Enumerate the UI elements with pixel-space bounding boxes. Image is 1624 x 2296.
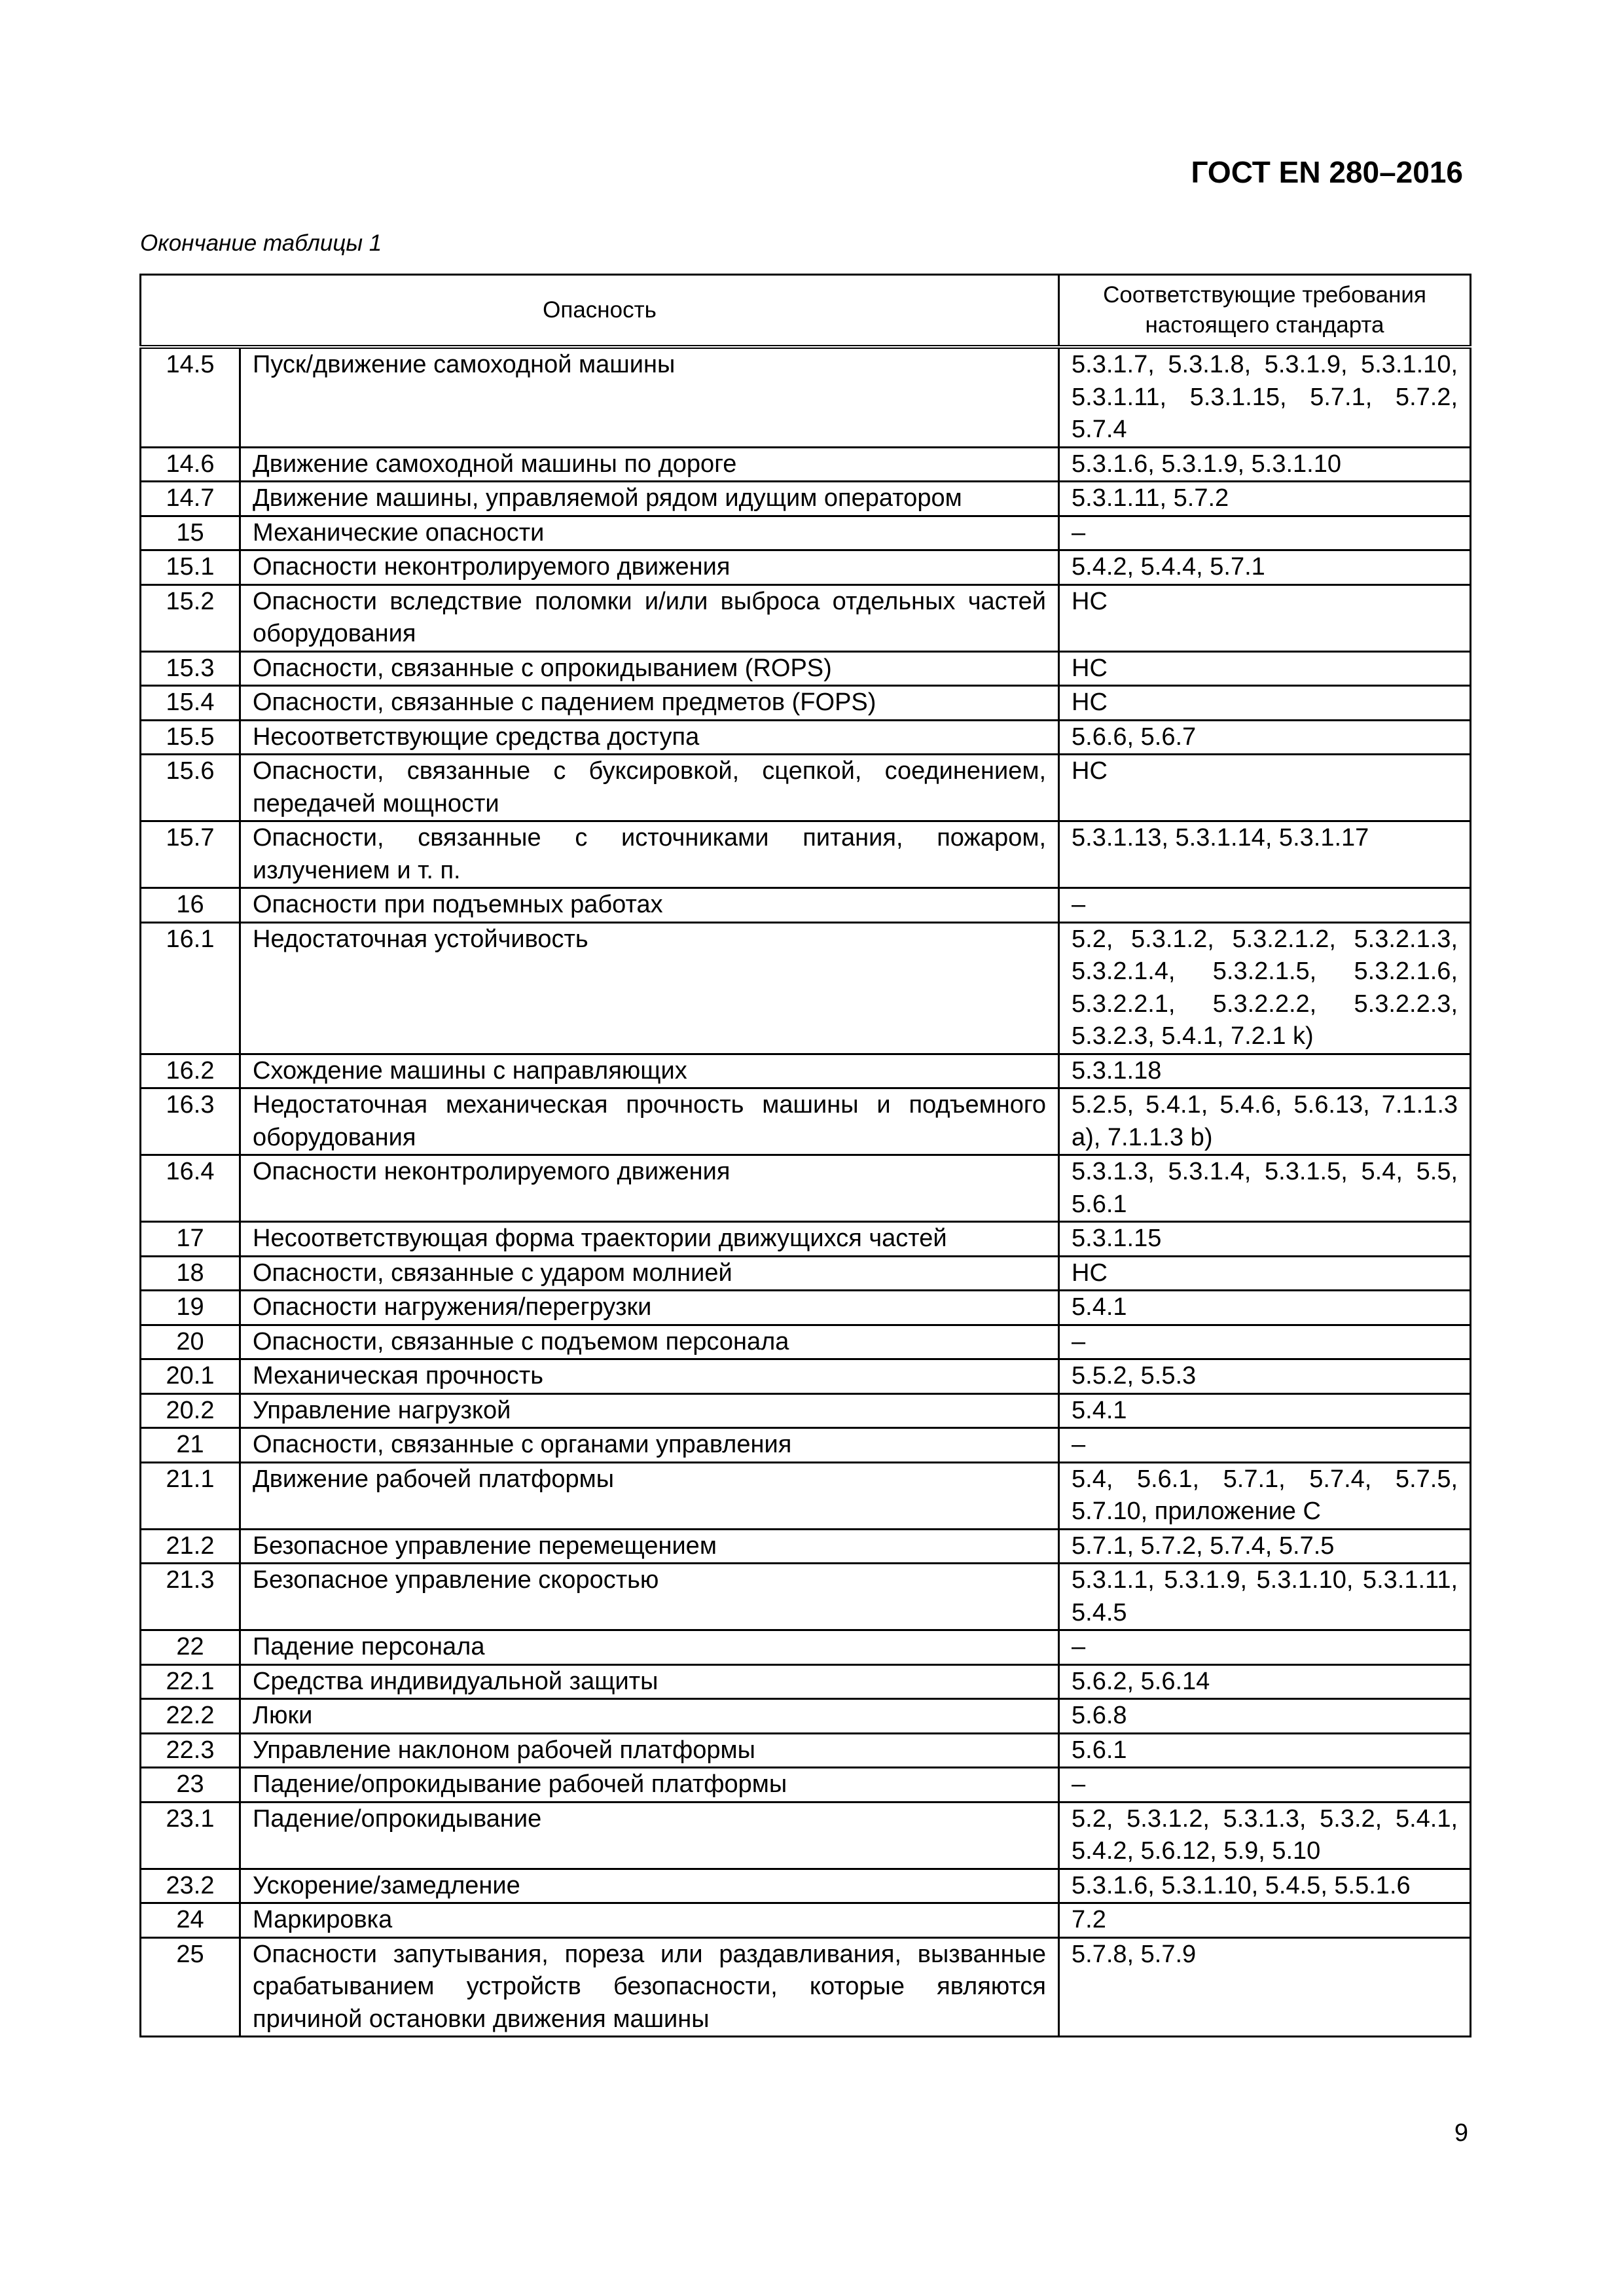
- row-requirements: 5.3.1.3, 5.3.1.4, 5.3.1.5, 5.4, 5.5, 5.6.1: [1059, 1155, 1471, 1222]
- row-hazard: Недостаточная механическая прочность машины и подъемного оборудования: [240, 1088, 1059, 1155]
- table-row: [141, 755, 1471, 821]
- row-requirements: 5.7.1, 5.7.2, 5.7.4, 5.7.5: [1059, 1529, 1471, 1564]
- table-row: [141, 1903, 1471, 1938]
- row-hazard: Опасности, связанные с буксировкой, сцепкой, соединением, передачей мощности: [240, 755, 1059, 821]
- row-requirements: 5.3.1.15: [1059, 1222, 1471, 1257]
- row-hazard: Опасности при подъемных работах: [240, 888, 1059, 923]
- row-hazard: Пуск/движение самоходной машины: [240, 347, 1059, 447]
- table-row: [141, 1529, 1471, 1564]
- row-requirements: –: [1059, 1428, 1471, 1463]
- row-number: 17: [141, 1222, 240, 1257]
- row-number: 20.2: [141, 1393, 240, 1428]
- row-hazard: Несоответствующие средства доступа: [240, 720, 1059, 755]
- row-requirements: 5.4, 5.6.1, 5.7.1, 5.7.4, 5.7.5, 5.7.10, приложение С: [1059, 1462, 1471, 1529]
- row-number: 21.1: [141, 1462, 240, 1529]
- row-hazard: Управление наклоном рабочей платформы: [240, 1733, 1059, 1768]
- row-number: 14.7: [141, 482, 240, 516]
- row-requirements: –: [1059, 888, 1471, 923]
- row-hazard: Опасности неконтролируемого движения: [240, 550, 1059, 585]
- row-requirements: 5.2, 5.3.1.2, 5.3.2.1.2, 5.3.2.1.3, 5.3.2.1.4, 5.3.2.1.5, 5.3.2.1.6, 5.3.2.2.1, 5.3.2.2.2, 5.3.2.2.3, 5.3.2.3, 5.4.1, 7.2.1 k): [1059, 922, 1471, 1054]
- row-requirements: 5.4.2, 5.4.4, 5.7.1: [1059, 550, 1471, 585]
- row-requirements: 5.3.1.13, 5.3.1.14, 5.3.1.17: [1059, 821, 1471, 888]
- row-number: 22.2: [141, 1699, 240, 1734]
- table-row: [141, 447, 1471, 482]
- row-hazard: Безопасное управление скоростью: [240, 1564, 1059, 1630]
- table-row: [141, 1256, 1471, 1291]
- table-row: [141, 347, 1471, 447]
- row-number: 23.2: [141, 1869, 240, 1903]
- row-number: 14.6: [141, 447, 240, 482]
- table-row: [141, 1768, 1471, 1803]
- row-hazard: Опасности, связанные с подъемом персонала: [240, 1325, 1059, 1359]
- row-number: 15.7: [141, 821, 240, 888]
- row-number: 15.5: [141, 720, 240, 755]
- row-number: 21: [141, 1428, 240, 1463]
- standard-code: ГОСТ EN 280–2016: [1191, 155, 1463, 189]
- table-row: [141, 1869, 1471, 1903]
- row-hazard: Опасности, связанные с органами управления: [240, 1428, 1059, 1463]
- row-number: 16.1: [141, 922, 240, 1054]
- row-hazard: Опасности неконтролируемого движения: [240, 1155, 1059, 1222]
- row-hazard: Средства индивидуальной защиты: [240, 1664, 1059, 1699]
- table-row: [141, 1733, 1471, 1768]
- row-hazard: Движение самоходной машины по дороге: [240, 447, 1059, 482]
- row-requirements: НС: [1059, 686, 1471, 721]
- row-hazard: Опасности запутывания, пореза или раздавливания, вызванные срабатыванием устройств безопасности, которые являются причиной остановки движения машины: [240, 1937, 1059, 2037]
- row-number: 21.3: [141, 1564, 240, 1630]
- table-row: [141, 1428, 1471, 1463]
- table-row: [141, 1325, 1471, 1359]
- table-row: [141, 1462, 1471, 1529]
- row-number: 22.1: [141, 1664, 240, 1699]
- row-hazard: Люки: [240, 1699, 1059, 1734]
- row-number: 15.2: [141, 584, 240, 651]
- row-requirements: 5.6.6, 5.6.7: [1059, 720, 1471, 755]
- row-number: 16.2: [141, 1054, 240, 1088]
- row-number: 20: [141, 1325, 240, 1359]
- row-hazard: Безопасное управление перемещением: [240, 1529, 1059, 1564]
- row-requirements: 5.3.1.6, 5.3.1.10, 5.4.5, 5.5.1.6: [1059, 1869, 1471, 1903]
- row-number: 15.6: [141, 755, 240, 821]
- row-hazard: Падение/опрокидывание: [240, 1802, 1059, 1869]
- row-requirements: 5.3.1.11, 5.7.2: [1059, 482, 1471, 516]
- row-hazard: Схождение машины с направляющих: [240, 1054, 1059, 1088]
- table-row: [141, 1054, 1471, 1088]
- row-requirements: –: [1059, 1768, 1471, 1803]
- table-row: [141, 821, 1471, 888]
- table-row: [141, 720, 1471, 755]
- row-hazard: Опасности, связанные с падением предметов (FOPS): [240, 686, 1059, 721]
- hazards-table: [139, 274, 1471, 2037]
- row-hazard: Управление нагрузкой: [240, 1393, 1059, 1428]
- row-requirements: НС: [1059, 651, 1471, 686]
- row-number: 15.4: [141, 686, 240, 721]
- table-row: [141, 1393, 1471, 1428]
- page-number: 9: [1454, 2119, 1468, 2147]
- table-row: [141, 516, 1471, 550]
- row-requirements: НС: [1059, 755, 1471, 821]
- table-caption: Окончание таблицы 1: [140, 230, 382, 256]
- table-header-row: [141, 275, 1471, 348]
- table-body: [141, 347, 1471, 2037]
- row-number: 21.2: [141, 1529, 240, 1564]
- table-row: [141, 1937, 1471, 2037]
- row-hazard: Недостаточная устойчивость: [240, 922, 1059, 1054]
- row-requirements: НС: [1059, 1256, 1471, 1291]
- row-number: 15.1: [141, 550, 240, 585]
- row-requirements: –: [1059, 1325, 1471, 1359]
- row-requirements: 5.2.5, 5.4.1, 5.4.6, 5.6.13, 7.1.1.3 a), 7.1.1.3 b): [1059, 1088, 1471, 1155]
- table-row: [141, 1564, 1471, 1630]
- row-requirements: 5.3.1.7, 5.3.1.8, 5.3.1.9, 5.3.1.10, 5.3.1.11, 5.3.1.15, 5.7.1, 5.7.2, 5.7.4: [1059, 347, 1471, 447]
- table-row: [141, 651, 1471, 686]
- row-number: 18: [141, 1256, 240, 1291]
- row-requirements: 5.4.1: [1059, 1393, 1471, 1428]
- row-number: 15: [141, 516, 240, 550]
- table-row: [141, 1359, 1471, 1394]
- table-row: [141, 550, 1471, 585]
- table-row: [141, 1291, 1471, 1325]
- row-hazard: Маркировка: [240, 1903, 1059, 1938]
- row-hazard: Движение машины, управляемой рядом идущим оператором: [240, 482, 1059, 516]
- row-hazard: Движение рабочей платформы: [240, 1462, 1059, 1529]
- header-hazard: Опасность: [141, 275, 1059, 348]
- row-number: 16.3: [141, 1088, 240, 1155]
- row-requirements: 5.6.1: [1059, 1733, 1471, 1768]
- row-requirements: –: [1059, 516, 1471, 550]
- table-row: [141, 922, 1471, 1054]
- row-hazard: Опасности, связанные с опрокидыванием (ROPS): [240, 651, 1059, 686]
- table-row: [141, 1699, 1471, 1734]
- row-hazard: Падение/опрокидывание рабочей платформы: [240, 1768, 1059, 1803]
- row-requirements: 5.6.2, 5.6.14: [1059, 1664, 1471, 1699]
- row-hazard: Механическая прочность: [240, 1359, 1059, 1394]
- row-hazard: Падение персонала: [240, 1630, 1059, 1665]
- row-number: 24: [141, 1903, 240, 1938]
- table-row: [141, 1222, 1471, 1257]
- table-row: [141, 1088, 1471, 1155]
- row-number: 14.5: [141, 347, 240, 447]
- table-row: [141, 1155, 1471, 1222]
- row-requirements: –: [1059, 1630, 1471, 1665]
- row-number: 15.3: [141, 651, 240, 686]
- row-number: 22.3: [141, 1733, 240, 1768]
- table-row: [141, 888, 1471, 923]
- row-requirements: 5.6.8: [1059, 1699, 1471, 1734]
- row-requirements: 5.3.1.1, 5.3.1.9, 5.3.1.10, 5.3.1.11, 5.4.5: [1059, 1564, 1471, 1630]
- row-hazard: Ускорение/замедление: [240, 1869, 1059, 1903]
- row-hazard: Опасности, связанные с источниками питания, пожаром, излучением и т. п.: [240, 821, 1059, 888]
- row-number: 22: [141, 1630, 240, 1665]
- row-requirements: 5.4.1: [1059, 1291, 1471, 1325]
- row-hazard: Несоответствующая форма траектории движущихся частей: [240, 1222, 1059, 1257]
- row-requirements: НС: [1059, 584, 1471, 651]
- row-requirements: 5.3.1.18: [1059, 1054, 1471, 1088]
- table-row: [141, 1802, 1471, 1869]
- row-hazard: Опасности нагружения/перегрузки: [240, 1291, 1059, 1325]
- row-number: 25: [141, 1937, 240, 2037]
- row-requirements: 5.5.2, 5.5.3: [1059, 1359, 1471, 1394]
- row-number: 19: [141, 1291, 240, 1325]
- row-requirements: 5.2, 5.3.1.2, 5.3.1.3, 5.3.2, 5.4.1, 5.4.2, 5.6.12, 5.9, 5.10: [1059, 1802, 1471, 1869]
- table-row: [141, 1664, 1471, 1699]
- table-row: [141, 584, 1471, 651]
- row-number: 23.1: [141, 1802, 240, 1869]
- row-number: 23: [141, 1768, 240, 1803]
- row-number: 16.4: [141, 1155, 240, 1222]
- row-requirements: 7.2: [1059, 1903, 1471, 1938]
- row-requirements: 5.3.1.6, 5.3.1.9, 5.3.1.10: [1059, 447, 1471, 482]
- row-requirements: 5.7.8, 5.7.9: [1059, 1937, 1471, 2037]
- row-number: 16: [141, 888, 240, 923]
- table-row: [141, 686, 1471, 721]
- row-hazard: Опасности вследствие поломки и/или выброса отдельных частей оборудования: [240, 584, 1059, 651]
- row-hazard: Механические опасности: [240, 516, 1059, 550]
- header-requirements: Соответствующие требования настоящего стандарта: [1059, 275, 1471, 348]
- table-row: [141, 482, 1471, 516]
- row-number: 20.1: [141, 1359, 240, 1394]
- row-hazard: Опасности, связанные с ударом молнией: [240, 1256, 1059, 1291]
- table-row: [141, 1630, 1471, 1665]
